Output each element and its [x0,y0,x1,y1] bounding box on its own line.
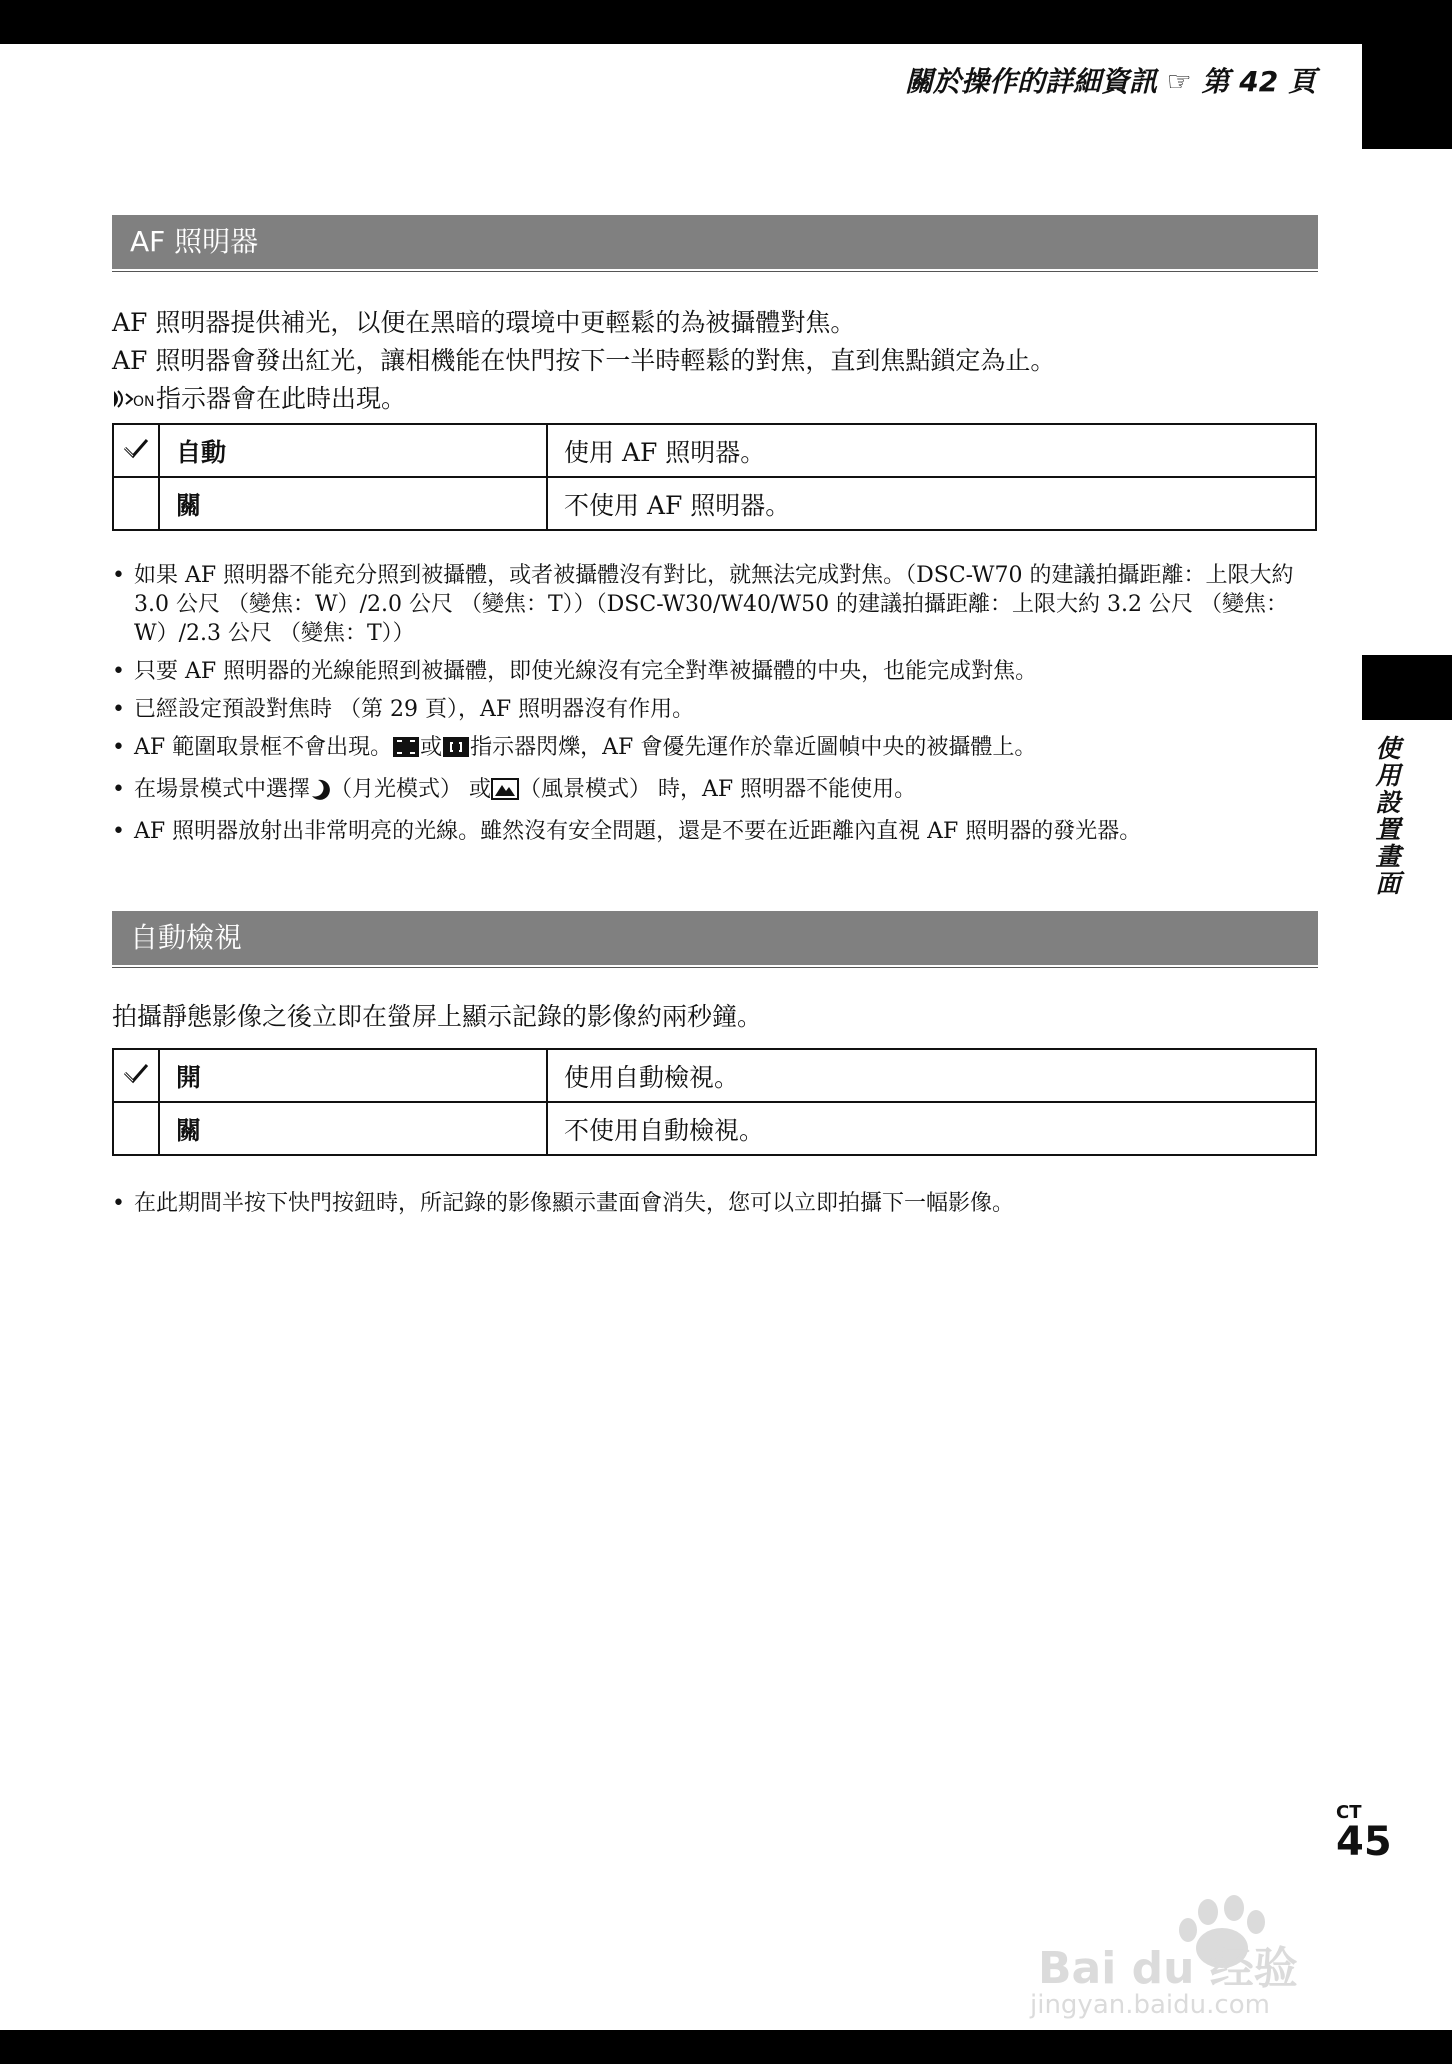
header-reference: 關於操作的詳細資訊 ☞ 第 42 頁 [904,65,1316,98]
table-row[interactable] [113,424,1316,477]
note-text: （月光模式） 或 [330,777,492,802]
note-text: 或 [420,735,443,760]
option-desc: 使用自動檢視。 [547,1049,1316,1102]
default-marker-empty [113,477,159,530]
side-index-tab [1362,655,1452,720]
language-code: CT [1336,1802,1362,1823]
page-number: 45 [1336,1819,1392,1865]
check-icon [123,1062,149,1084]
auto-review-description [112,998,1332,1036]
af-illuminator-description [112,304,1332,422]
option-name: 關 [159,477,547,530]
paragraph: AF 照明器提供補光，以便在黑暗的環境中更輕鬆的為被攝體對焦。 [112,308,856,337]
af-illuminator-icon [112,384,156,422]
option-desc: 不使用 AF 照明器。 [547,477,1316,530]
top-black-bar [0,0,1452,44]
twilight-moon-icon [310,778,330,808]
option-name: 開 [159,1049,547,1102]
corner-tab [1362,44,1452,149]
af-illuminator-notes [112,561,1322,855]
baidu-watermark [1030,1890,1360,2020]
svg-text:ON: ON [133,394,155,410]
list-item: • 已經設定預設對焦時 （第 29 頁），AF 照明器沒有作用。 [112,695,1322,724]
default-marker [113,424,159,477]
paragraph-text: 指示器會在此時出現。 [156,384,407,413]
check-icon [123,437,149,459]
af-range-frame-center-icon [442,736,470,766]
default-marker-empty [113,1102,159,1155]
watermark-brand: Bai du 经验 [1038,1943,1298,1994]
option-desc: 使用 AF 照明器。 [547,424,1316,477]
section-title-af-illuminator: AF 照明器 [112,215,1318,269]
list-item: • AF 照明器放射出非常明亮的光線。雖然沒有安全問題，還是不要在近距離內直視 AF 照明器的發光器。 [112,817,1322,846]
bottom-black-bar [0,2030,1452,2064]
default-marker [113,1049,159,1102]
note-text: 指示器閃爍，AF 會優先運作於靠近圖幀中央的被攝體上。 [470,735,1037,760]
watermark-url: jingyan.baidu.com [1030,1990,1270,2020]
option-name: 關 [159,1102,547,1155]
note-text: AF 範圍取景框不會出現。 [134,735,393,760]
note-text: 在場景模式中選擇 [134,777,311,802]
auto-review-notes [112,1189,1322,1227]
option-desc: 不使用自動檢視。 [547,1102,1316,1155]
landscape-icon [491,778,519,808]
af-illuminator-options-table [112,423,1317,531]
section-title-auto-review: 自動檢視 [112,911,1318,965]
list-item: • 如果 AF 照明器不能充分照到被攝體，或者被攝體沒有對比，就無法完成對焦。（DSC-W70 的建議拍攝距離：上限大約 3.0 公尺 （變焦：W）/2.0 公尺 （變焦：T））（DSC-W30/W40/W50 的建議拍攝距離：上限大約 3.2 公尺 （變焦：W）/2.3 公尺 （變焦：T）） [112,561,1322,648]
paragraph: AF 照明器會發出紅光，讓相機能在快門按下一半時輕鬆的對焦，直到焦點鎖定為止。 [112,346,1056,375]
auto-review-options-table [112,1048,1317,1156]
option-name: 自動 [159,424,547,477]
list-item [112,733,1322,766]
note-text: （風景模式） 時，AF 照明器不能使用。 [519,777,917,802]
paragraph: 拍攝靜態影像之後立即在螢屏上顯示記錄的影像約兩秒鐘。 [112,1002,763,1031]
af-range-frame-multi-icon [392,736,420,766]
list-item: • 只要 AF 照明器的光線能照到被攝體，即使光線沒有完全對準被攝體的中央，也能完成對焦。 [112,657,1322,686]
page-number-block [1336,1802,1392,1865]
table-row[interactable] [113,1102,1316,1155]
side-tab-label: 使用設置畫面 [1372,735,1401,897]
paragraph [112,380,1332,422]
list-item: • 在此期間半按下快門按鈕時，所記錄的影像顯示畫面會消失，您可以立即拍攝下一幅影像。 [112,1189,1322,1218]
list-item [112,775,1322,808]
table-row[interactable] [113,477,1316,530]
table-row[interactable] [113,1049,1316,1102]
